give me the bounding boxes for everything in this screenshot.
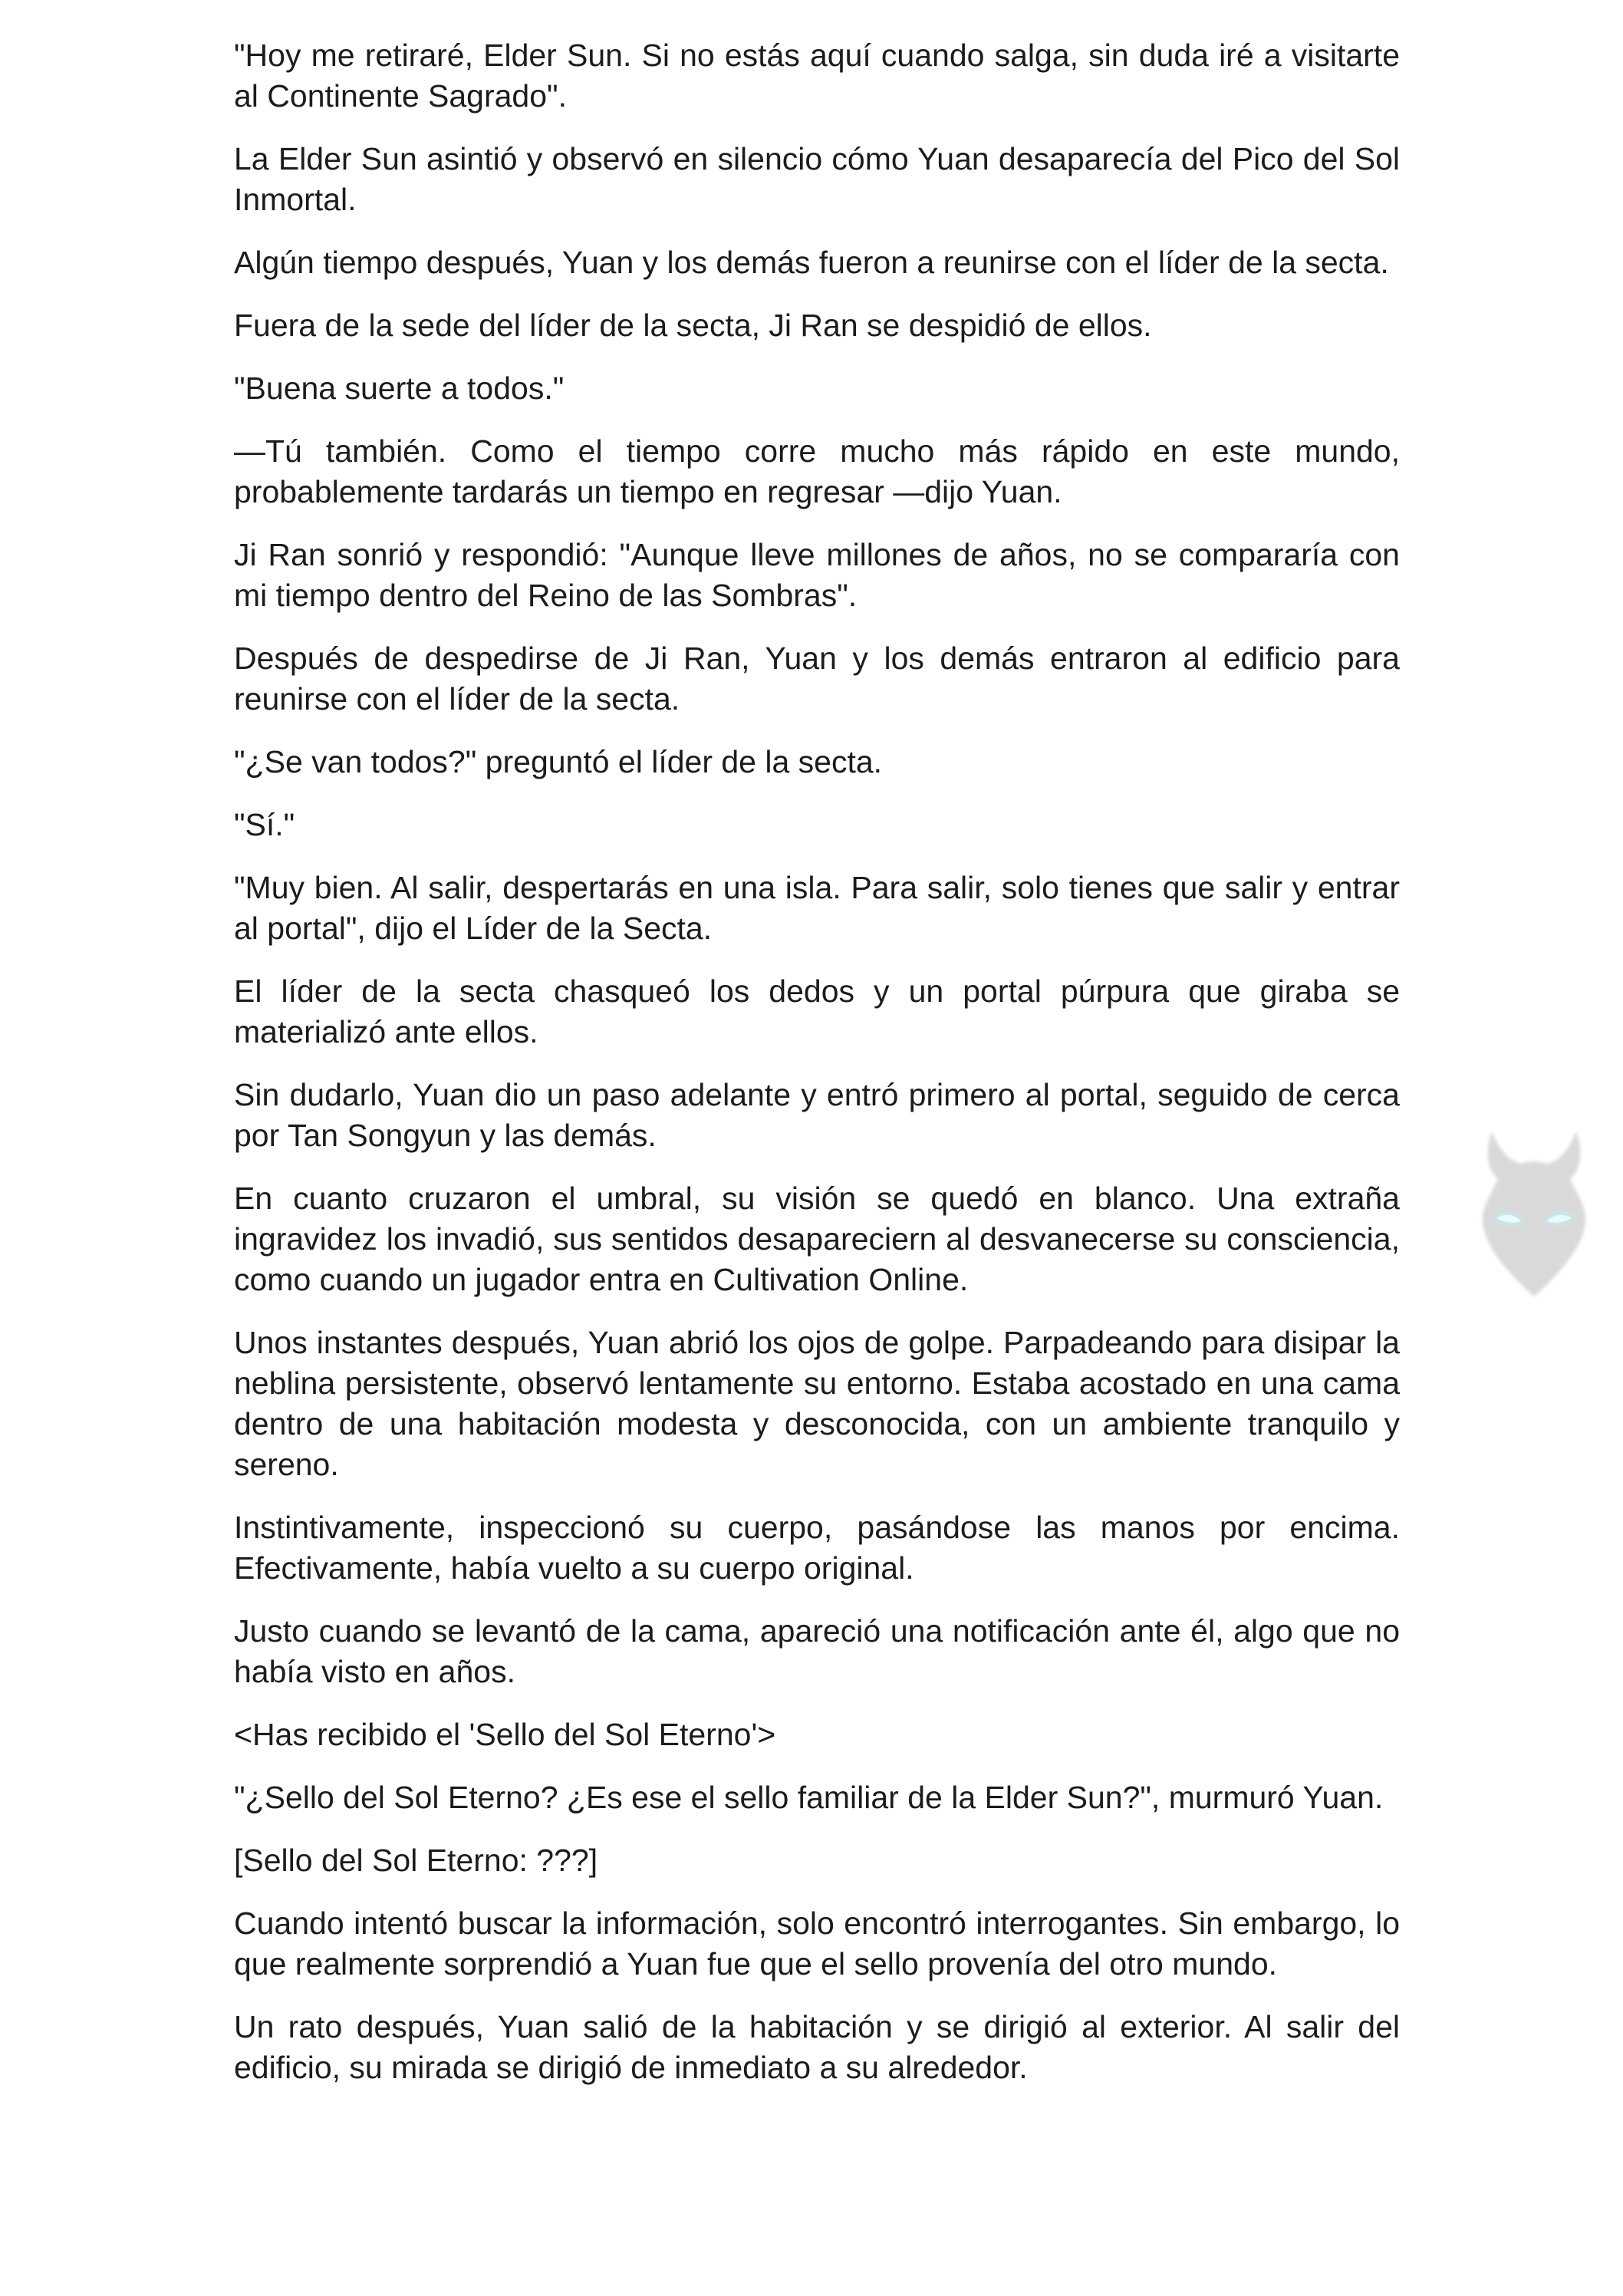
- paragraph: La Elder Sun asintió y observó en silencio cómo Yuan desaparecía del Pico del Sol Inmortal.: [234, 141, 1400, 217]
- document-body: [234, 35, 1400, 2110]
- paragraph: Sin dudarlo, Yuan dio un paso adelante y entró primero al portal, seguido de cerca por Tan Songyun y las demás.: [234, 1077, 1400, 1153]
- paragraph: "¿Sello del Sol Eterno? ¿Es ese el sello familiar de la Elder Sun?", murmuró Yuan.: [234, 1780, 1384, 1815]
- paragraph: "Sí.": [234, 807, 295, 842]
- paragraph: —Tú también. Como el tiempo corre mucho más rápido en este mundo, probablemente tardarás un tiempo en regresar —dijo Yuan.: [234, 433, 1400, 509]
- paragraph: <Has recibido el 'Sello del Sol Eterno'>: [234, 1717, 776, 1752]
- paragraph: En cuanto cruzaron el umbral, su visión se quedó en blanco. Una extraña ingravidez los invadió, sus sentidos desapareciern al desvanecerse su consciencia, como cuando un jugador entra en Cultivation Online.: [234, 1181, 1400, 1297]
- paragraph: "Buena suerte a todos.": [234, 371, 565, 406]
- paragraph: [Sello del Sol Eterno: ???]: [234, 1843, 598, 1878]
- paragraph: Fuera de la sede del líder de la secta, Ji Ran se despidió de ellos.: [234, 308, 1152, 343]
- paragraph: Después de despedirse de Ji Ran, Yuan y los demás entraron al edificio para reunirse con el líder de la secta.: [234, 641, 1400, 716]
- paragraph: El líder de la secta chasqueó los dedos y un portal púrpura que giraba se materializó ante ellos.: [234, 973, 1400, 1049]
- paragraph: Instintivamente, inspeccionó su cuerpo, pasándose las manos por encima. Efectivamente, había vuelto a su cuerpo original.: [234, 1510, 1400, 1586]
- paragraph: Algún tiempo después, Yuan y los demás fueron a reunirse con el líder de la secta.: [234, 245, 1389, 280]
- paragraph: Cuando intentó buscar la información, solo encontró interrogantes. Sin embargo, lo que realmente sorprendió a Yuan fue que el sello provenía del otro mundo.: [234, 1906, 1400, 1981]
- paragraph: "Muy bien. Al salir, despertarás en una isla. Para salir, solo tienes que salir y entrar al portal", dijo el Líder de la Secta.: [234, 870, 1400, 946]
- paragraph: "¿Se van todos?" preguntó el líder de la secta.: [234, 744, 883, 779]
- paragraph: Unos instantes después, Yuan abrió los ojos de golpe. Parpadeando para disipar la neblina persistente, observó lentamente su entorno. Estaba acostado en una cama dentro de una habitación modesta y desconocida, con un ambiente tranquilo y sereno.: [234, 1325, 1400, 1482]
- paragraph: "Hoy me retiraré, Elder Sun. Si no estás aquí cuando salga, sin duda iré a visitarte al Continente Sagrado".: [234, 38, 1400, 114]
- paragraph: Justo cuando se levantó de la cama, apareció una notificación ante él, algo que no había visto en años.: [234, 1613, 1400, 1689]
- demon-head-icon: [1461, 1124, 1607, 1300]
- paragraph: Ji Ran sonrió y respondió: "Aunque lleve millones de años, no se compararía con mi tiempo dentro del Reino de las Sombras".: [234, 537, 1400, 613]
- paragraph: Un rato después, Yuan salió de la habitación y se dirigió al exterior. Al salir del edificio, su mirada se dirigió de inmediato a su alrededor.: [234, 2009, 1400, 2085]
